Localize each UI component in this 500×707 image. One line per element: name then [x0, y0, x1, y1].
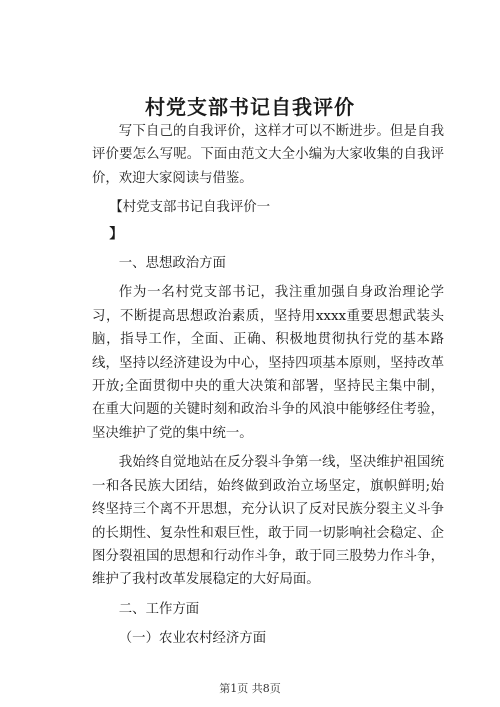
- section-heading-close: 】: [109, 225, 123, 242]
- body-paragraph: 作为一名村党支部书记，我注重加强自身政治理论学习，不断提高思想政治素质，坚持用xxxx重要思想武装头脑，指导工作，全面、正确、积极地贯彻执行党的基本路线，坚持以经济建设为中心，坚持四项基本原则，坚持改革开放;全面贯彻中央的重大决策和部署，坚持民主集中制，在重大问题的关键时刻和政治斗争的风浪中能够经住考验，坚决维护了党的集中统一。: [92, 285, 444, 441]
- page-footer: 第1页 共8页: [219, 682, 281, 695]
- body-paragraph: 我始终自觉地站在反分裂斗争第一线，坚决维护祖国统一和各民族大团结，始终做到政治立场坚定，旗帜鲜明;始终坚持三个离不开思想，充分认识了反对民族分裂主义斗争的长期性、复杂性和艰巨性，敢于同一切影响社会稳定、企图分裂祖国的思想和行动作斗争，敢于同三股势力作斗争，维护了我村改革发展稳定的大好局面。: [92, 455, 444, 588]
- document-body: [92, 120, 444, 651]
- subheading-work: 二、工作方面: [118, 601, 200, 617]
- section-heading-open: 【村党支部书记自我评价一: [109, 200, 271, 216]
- subheading-politics: 一、思想政治方面: [118, 256, 226, 272]
- intro-paragraph: 写下自己的自我评价，这样才可以不断进步。但是自我评价要怎么写呢。下面由范文大全小编为大家收集的自我评价，欢迎大家阅读与借鉴。: [92, 124, 444, 186]
- document-title: 村党支部书记自我评价: [145, 95, 355, 119]
- subheading-agriculture: （一）农业农村经济方面: [118, 631, 267, 647]
